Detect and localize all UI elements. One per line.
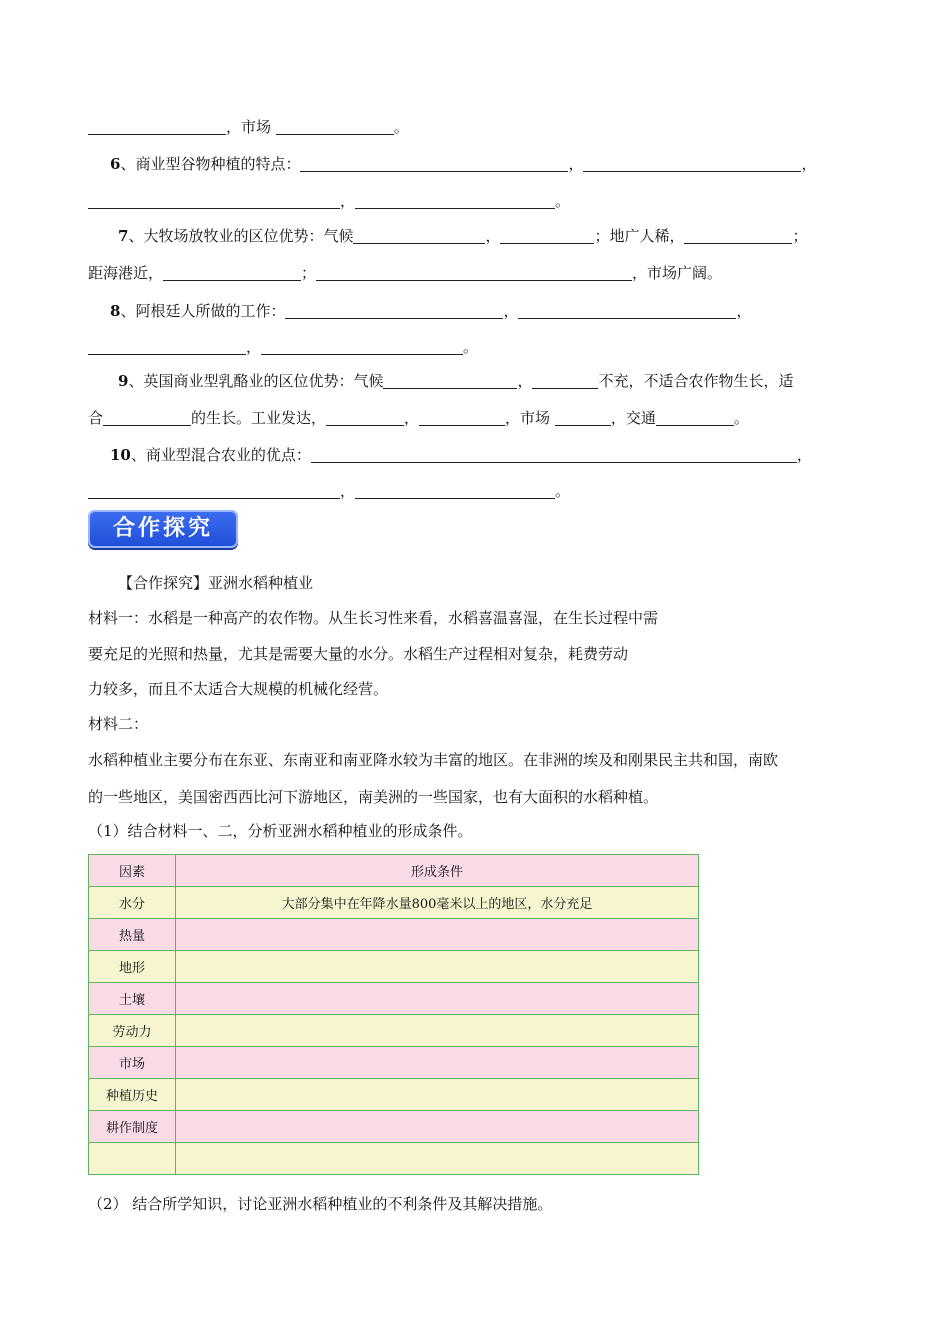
table-row: 地形: [89, 951, 699, 983]
answer-blank[interactable]: [353, 228, 485, 244]
answer-blank[interactable]: [88, 339, 246, 355]
answer-blank[interactable]: [88, 119, 226, 135]
question-8-cont: ， 。: [88, 336, 478, 358]
answer-blank[interactable]: [300, 156, 568, 172]
inquiry-title: 【合作探究】亚洲水稻种植业: [118, 574, 314, 592]
answer-blank[interactable]: [500, 228, 594, 244]
question-8: 8、阿根廷人所做的工作： ， ，: [110, 302, 752, 320]
question-10: 10、商业型混合农业的优点： ，: [110, 446, 812, 464]
table-row: 市场: [89, 1047, 699, 1079]
answer-blank[interactable]: [276, 119, 394, 135]
answer-blank[interactable]: [261, 339, 463, 355]
answer-blank[interactable]: [532, 373, 598, 389]
question-2: （2） 结合所学知识，讨论亚洲水稻种植业的不利条件及其解决措施。: [88, 1195, 553, 1213]
material-2-line-1: 水稻种植业主要分布在东亚、东南亚和南亚降水较为丰富的地区。在非洲的埃及和刚果民主共和国，南欧: [88, 751, 779, 769]
q5-tail-line: ，市场 。: [88, 116, 409, 138]
question-6-cont: ， 。: [88, 190, 570, 212]
answer-blank[interactable]: [103, 410, 191, 426]
header-factor: 因素: [89, 855, 176, 887]
table-row: 耕作制度: [89, 1111, 699, 1143]
table-row: 劳动力: [89, 1015, 699, 1047]
table-row: 种植历史: [89, 1079, 699, 1111]
answer-blank[interactable]: [285, 303, 503, 319]
answer-blank[interactable]: [88, 483, 340, 499]
material-1-line-2: 要充足的光照和热量，尤其是需要大量的水分。水稻生产过程相对复杂，耗费劳动: [88, 645, 629, 663]
table-header-row: [89, 855, 699, 887]
answer-blank[interactable]: [583, 156, 801, 172]
answer-blank[interactable]: [419, 410, 505, 426]
answer-blank[interactable]: [311, 447, 797, 463]
material-2-line-2: 的一些地区，美国密西西比河下游地区，南美洲的一些国家，也有大面积的水稻种植。: [88, 788, 659, 806]
answer-blank[interactable]: [555, 410, 611, 426]
answer-blank[interactable]: [355, 483, 555, 499]
material-1-line-1: 材料一：水稻是一种高产的农作物。从生长习性来看，水稻喜温喜湿，在生长过程中需: [88, 609, 659, 627]
table-row: 水分 大部分集中在年降水量800毫米以上的地区，水分充足: [89, 887, 699, 919]
section-badge-cooperative-inquiry: 合作探究: [88, 510, 238, 548]
question-10-cont: ， 。: [88, 480, 570, 502]
table-row: 土壤: [89, 983, 699, 1015]
question-7: 7、大牧场放牧业的区位优势：气候 ， ；地广人稀， ；: [118, 227, 808, 245]
answer-blank[interactable]: [684, 228, 792, 244]
answer-blank[interactable]: [326, 410, 404, 426]
answer-blank[interactable]: [383, 373, 517, 389]
question-9: 9、英国商业型乳酪业的区位优势：气候 ， 不充，不适合农作物生长，适: [118, 372, 794, 390]
question-6: 6、商业型谷物种植的特点： ， ，: [110, 155, 817, 173]
answer-blank[interactable]: [163, 265, 301, 281]
table-row: 热量: [89, 919, 699, 951]
material-1-line-3: 力较多，而且不太适合大规模的机械化经营。: [88, 680, 389, 698]
formation-conditions-table: [88, 854, 699, 1175]
answer-blank[interactable]: [656, 410, 734, 426]
table-row: [89, 1143, 699, 1175]
material-2-label: 材料二：: [88, 715, 149, 733]
answer-blank[interactable]: [88, 193, 340, 209]
answer-blank[interactable]: [316, 265, 632, 281]
question-1: （1）结合材料一、二，分析亚洲水稻种植业的形成条件。: [88, 822, 473, 840]
header-condition: 形成条件: [176, 855, 699, 887]
answer-blank[interactable]: [518, 303, 736, 319]
question-9-cont: 合 的生长。工业发达， ， ，市场 ，交通 。: [88, 409, 749, 427]
question-7-cont: 距海港近， ； ，市场广阔。: [88, 264, 723, 282]
answer-blank[interactable]: [355, 193, 555, 209]
